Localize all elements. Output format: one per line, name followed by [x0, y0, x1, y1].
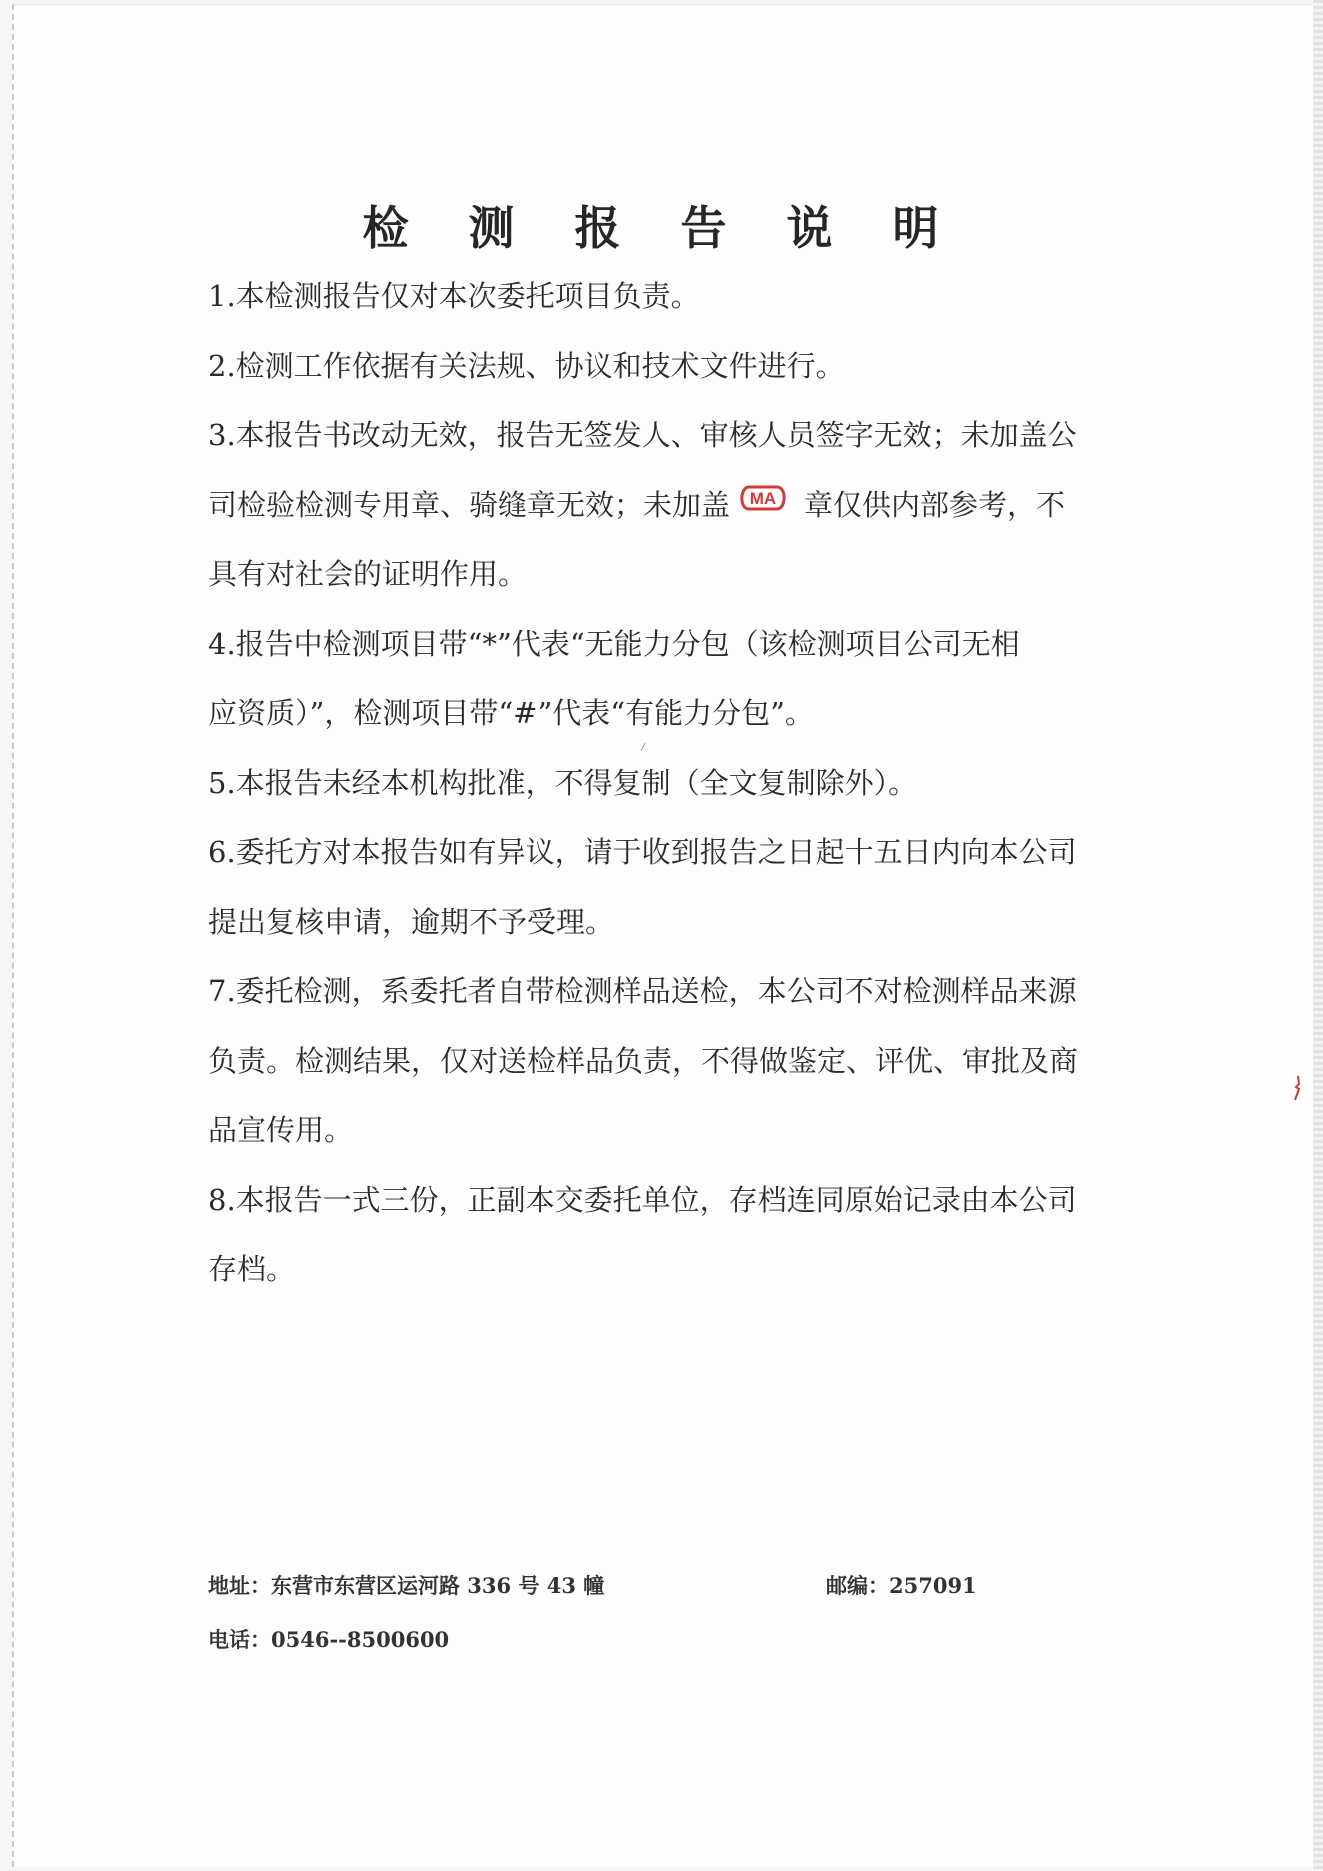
- paragraph-6-line-2: 提出复核申请，逾期不予受理。: [208, 904, 615, 939]
- scan-edge: [1313, 0, 1323, 1871]
- paragraph-3-line-3: 具有对社会的证明作用。: [208, 557, 528, 591]
- cma-stamp-text: MA: [749, 488, 777, 508]
- paragraph-2: 2.检测工作依据有关法规、协议和技术文件进行。: [208, 348, 845, 383]
- paragraph-3-line-1: 3.本报告书改动无效，报告无签发人、审核人员签字无效；未加盖公: [208, 418, 1077, 452]
- paragraph-4-line-1: 4.报告中检测项目带“*”代表“无能力分包（该检测项目公司无相: [208, 626, 1020, 661]
- paragraph-3-line-2-before: 司检验检测专用章、骑缝章无效；未加盖: [208, 487, 731, 522]
- paragraph-5: 5.本报告未经本机构批准，不得复制（全文复制除外）。: [208, 765, 918, 800]
- footer-postcode: 邮编：257091: [826, 1573, 977, 1598]
- scan-speck: [640, 742, 646, 752]
- footer-phone: 电话：0546--8500600: [208, 1627, 450, 1652]
- document-body: [208, 262, 1128, 1305]
- cma-stamp-icon: [736, 483, 790, 513]
- paragraph-6-line-1: 6.委托方对本报告如有异议，请于收到报告之日起十五日内向本公司: [208, 835, 1077, 869]
- paragraph-4-line-2: 应资质）”，检测项目带“#”代表“有能力分包”。: [208, 696, 814, 730]
- paragraph-7-line-1: 7.委托检测，系委托者自带检测样品送检，本公司不对检测样品来源: [208, 974, 1077, 1008]
- footer-address: 地址：东营市东营区运河路 336 号 43 幢: [208, 1573, 605, 1598]
- paragraph-7-line-2: 负责。检测结果，仅对送检样品负责，不得做鉴定、评优、审批及商: [208, 1043, 1079, 1078]
- paragraph-3-line-2: [208, 471, 1128, 541]
- paragraph-3-line-2-after: 章仅供内部参考，不: [804, 487, 1066, 522]
- paragraph-1: 1.本检测报告仅对本次委托项目负责。: [208, 279, 700, 313]
- paragraph-7-line-3: 品宣传用。: [208, 1113, 354, 1147]
- paragraph-8-line-1: 8.本报告一式三份，正副本交委托单位，存档连同原始记录由本公司: [208, 1182, 1077, 1217]
- page-title: 检 测 报 告 说 明: [362, 201, 961, 255]
- paragraph-8-line-2: 存档。: [208, 1252, 296, 1286]
- red-ink-mark: [1293, 1075, 1301, 1101]
